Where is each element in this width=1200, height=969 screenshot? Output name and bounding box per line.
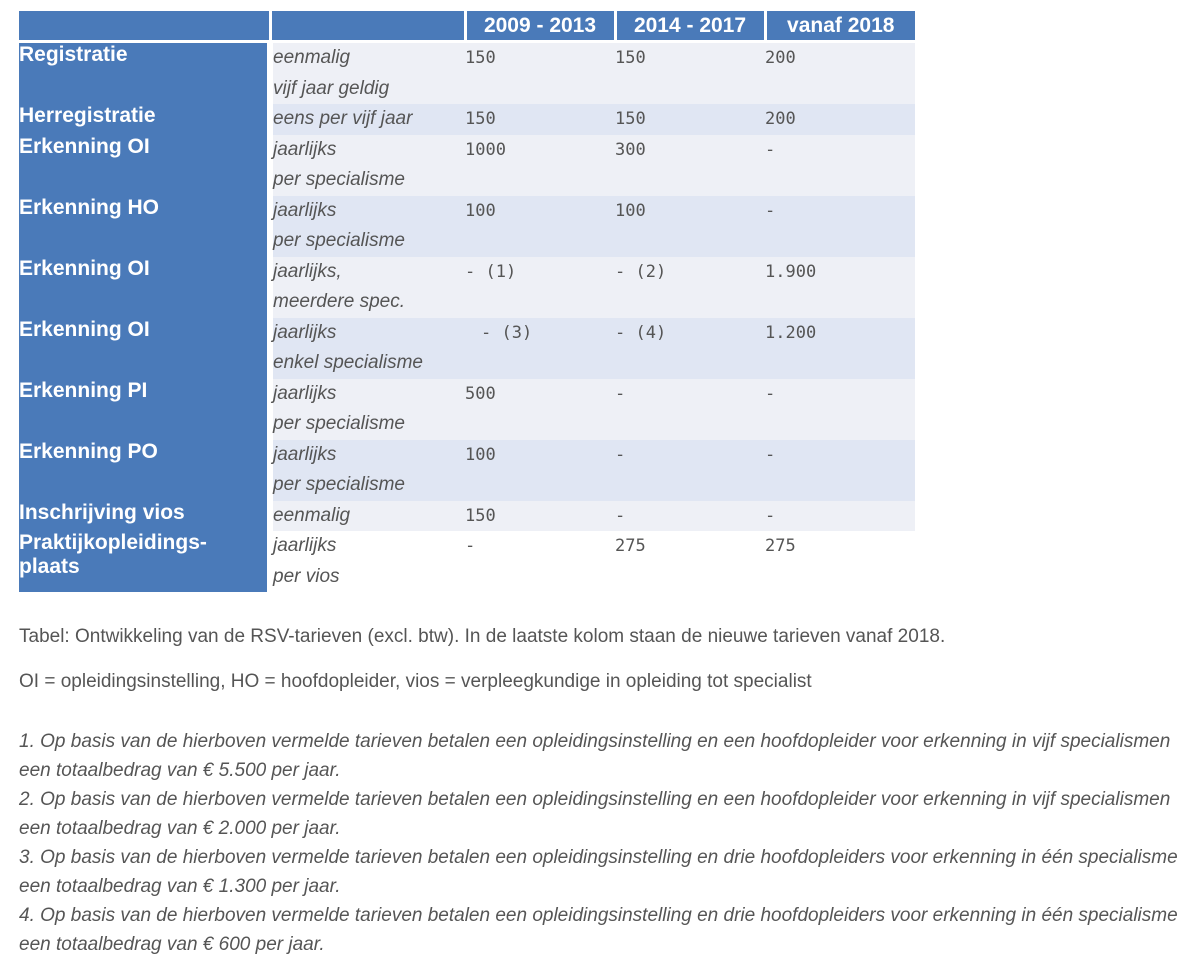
- desc-line: enkel specialisme: [273, 352, 423, 373]
- row-desc: [270, 135, 465, 196]
- row-desc: [270, 257, 465, 318]
- row-desc: [270, 501, 465, 532]
- footnote: 4. Op basis van de hierboven vermelde tarieven betalen een opleidingsinstelling en drie hoofdopleiders voor erkenning in één specialisme een totaalbedrag van € 600 per jaar.: [19, 905, 1178, 955]
- label-line: Praktijkopleidings-: [19, 531, 207, 554]
- row-label: Erkenning PI: [19, 379, 270, 440]
- desc-line: eenmalig: [273, 504, 351, 526]
- value-2014-2017: 275: [615, 536, 646, 556]
- value-2009-2013: 150: [465, 42, 615, 105]
- abbreviation-legend: OI = opleidingsinstelling, HO = hoofdopleider, vios = verpleegkundige in opleiding tot specialist: [19, 671, 812, 692]
- row-label: Registratie: [19, 42, 270, 105]
- table-row: [19, 42, 915, 105]
- value-vanaf-2018: 275: [765, 536, 796, 556]
- desc-line: vijf jaar geldig: [273, 77, 390, 99]
- value-2014-2017: - (2): [615, 257, 765, 318]
- value-2009-2013: 150: [465, 104, 615, 135]
- row-desc: [270, 531, 465, 592]
- value-vanaf-2018: 1.900: [765, 257, 915, 318]
- value-2009-2013: - (1): [465, 257, 615, 318]
- value-vanaf-2018: 200: [765, 42, 915, 105]
- footnote: 2. Op basis van de hierboven vermelde tarieven betalen een opleidingsinstelling en een hoofdopleider voor erkenning in vijf specialismen een totaalbedrag van € 2.000 per jaar.: [19, 789, 1171, 839]
- desc-line: meerdere spec.: [273, 291, 406, 312]
- row-desc: [270, 104, 465, 135]
- row-label: Erkenning OI: [19, 318, 270, 379]
- row-desc: [270, 379, 465, 440]
- value-2009-2013: - (3): [465, 318, 615, 379]
- value-2009-2013: 1000: [465, 135, 615, 196]
- header-2014-2017: 2014 - 2017: [615, 11, 765, 42]
- label-line: plaats: [19, 555, 80, 578]
- row-label: Herregistratie: [19, 104, 270, 135]
- footnotes: [19, 727, 1194, 959]
- value-2009-2013: -: [465, 536, 476, 556]
- row-desc: [270, 196, 465, 257]
- value-2014-2017: -: [615, 440, 765, 501]
- row-label: Inschrijving vios: [19, 501, 270, 532]
- table-caption: Tabel: Ontwikkeling van de RSV-tarieven (excl. btw). In de laatste kolom staan de nieuwe tarieven vanaf 2018.: [19, 626, 946, 647]
- value-2014-2017: 150: [615, 104, 765, 135]
- desc-line: per specialisme: [273, 474, 405, 495]
- table-row: [19, 440, 915, 501]
- header-label-col: [19, 11, 270, 42]
- table-row: [19, 104, 915, 135]
- value-2009-2013: 500: [465, 379, 615, 440]
- value-2009-2013: 100: [465, 196, 615, 257]
- value-2014-2017: 100: [615, 196, 765, 257]
- desc-line: eenmalig: [273, 47, 351, 68]
- value-vanaf-2018: -: [765, 135, 915, 196]
- desc-line: per specialisme: [273, 230, 405, 251]
- desc-line: per vios: [273, 565, 340, 587]
- table-row: [19, 318, 915, 379]
- table-row: [19, 135, 915, 196]
- desc-line: eens per vijf jaar: [273, 108, 413, 129]
- header-desc-col: [270, 11, 465, 42]
- row-label: Erkenning OI: [19, 257, 270, 318]
- footnote: 3. Op basis van de hierboven vermelde tarieven betalen een opleidingsinstelling en drie hoofdopleiders voor erkenning in één specialisme een totaalbedrag van € 1.300 per jaar.: [19, 847, 1178, 897]
- value-vanaf-2018: 1.200: [765, 318, 915, 379]
- value-2014-2017: 150: [615, 42, 765, 105]
- value-2014-2017: - (4): [615, 318, 765, 379]
- desc-line: per specialisme: [273, 169, 405, 190]
- header-2009-2013: 2009 - 2013: [465, 11, 615, 42]
- value-2014-2017: -: [615, 379, 765, 440]
- row-label: Erkenning PO: [19, 440, 270, 501]
- header-vanaf-2018: vanaf 2018: [765, 11, 915, 42]
- value-2014-2017: -: [615, 501, 765, 532]
- desc-line: jaarlijks: [273, 443, 337, 465]
- value-vanaf-2018: -: [765, 196, 915, 257]
- table-row: [19, 379, 915, 440]
- rsv-tariff-table: [19, 11, 915, 592]
- value-vanaf-2018: -: [765, 379, 915, 440]
- table-row: [19, 531, 915, 592]
- value-2014-2017: 300: [615, 135, 765, 196]
- table-header-row: [19, 11, 915, 42]
- value-2009-2013: 150: [465, 501, 615, 532]
- desc-line: jaarlijks: [273, 138, 337, 160]
- desc-line: jaarlijks: [273, 382, 337, 404]
- value-vanaf-2018: -: [765, 440, 915, 501]
- row-desc: [270, 440, 465, 501]
- footnote: 1. Op basis van de hierboven vermelde tarieven betalen een opleidingsinstelling en een hoofdopleider voor erkenning in vijf specialismen een totaalbedrag van € 5.500 per jaar.: [19, 731, 1171, 781]
- row-label: Erkenning OI: [19, 135, 270, 196]
- desc-line: jaarlijks: [273, 321, 337, 343]
- desc-line: per specialisme: [273, 413, 405, 434]
- row-desc: [270, 42, 465, 105]
- value-2009-2013: 100: [465, 440, 615, 501]
- desc-line: jaarlijks: [273, 199, 337, 221]
- table-row: [19, 501, 915, 532]
- value-vanaf-2018: 200: [765, 104, 915, 135]
- desc-line: jaarlijks: [273, 535, 337, 556]
- row-desc: [270, 318, 465, 379]
- table-row: [19, 257, 915, 318]
- value-vanaf-2018: -: [765, 501, 915, 532]
- table-row: [19, 196, 915, 257]
- row-label: Erkenning HO: [19, 196, 270, 257]
- row-label: [19, 531, 270, 592]
- desc-line: jaarlijks,: [273, 260, 342, 282]
